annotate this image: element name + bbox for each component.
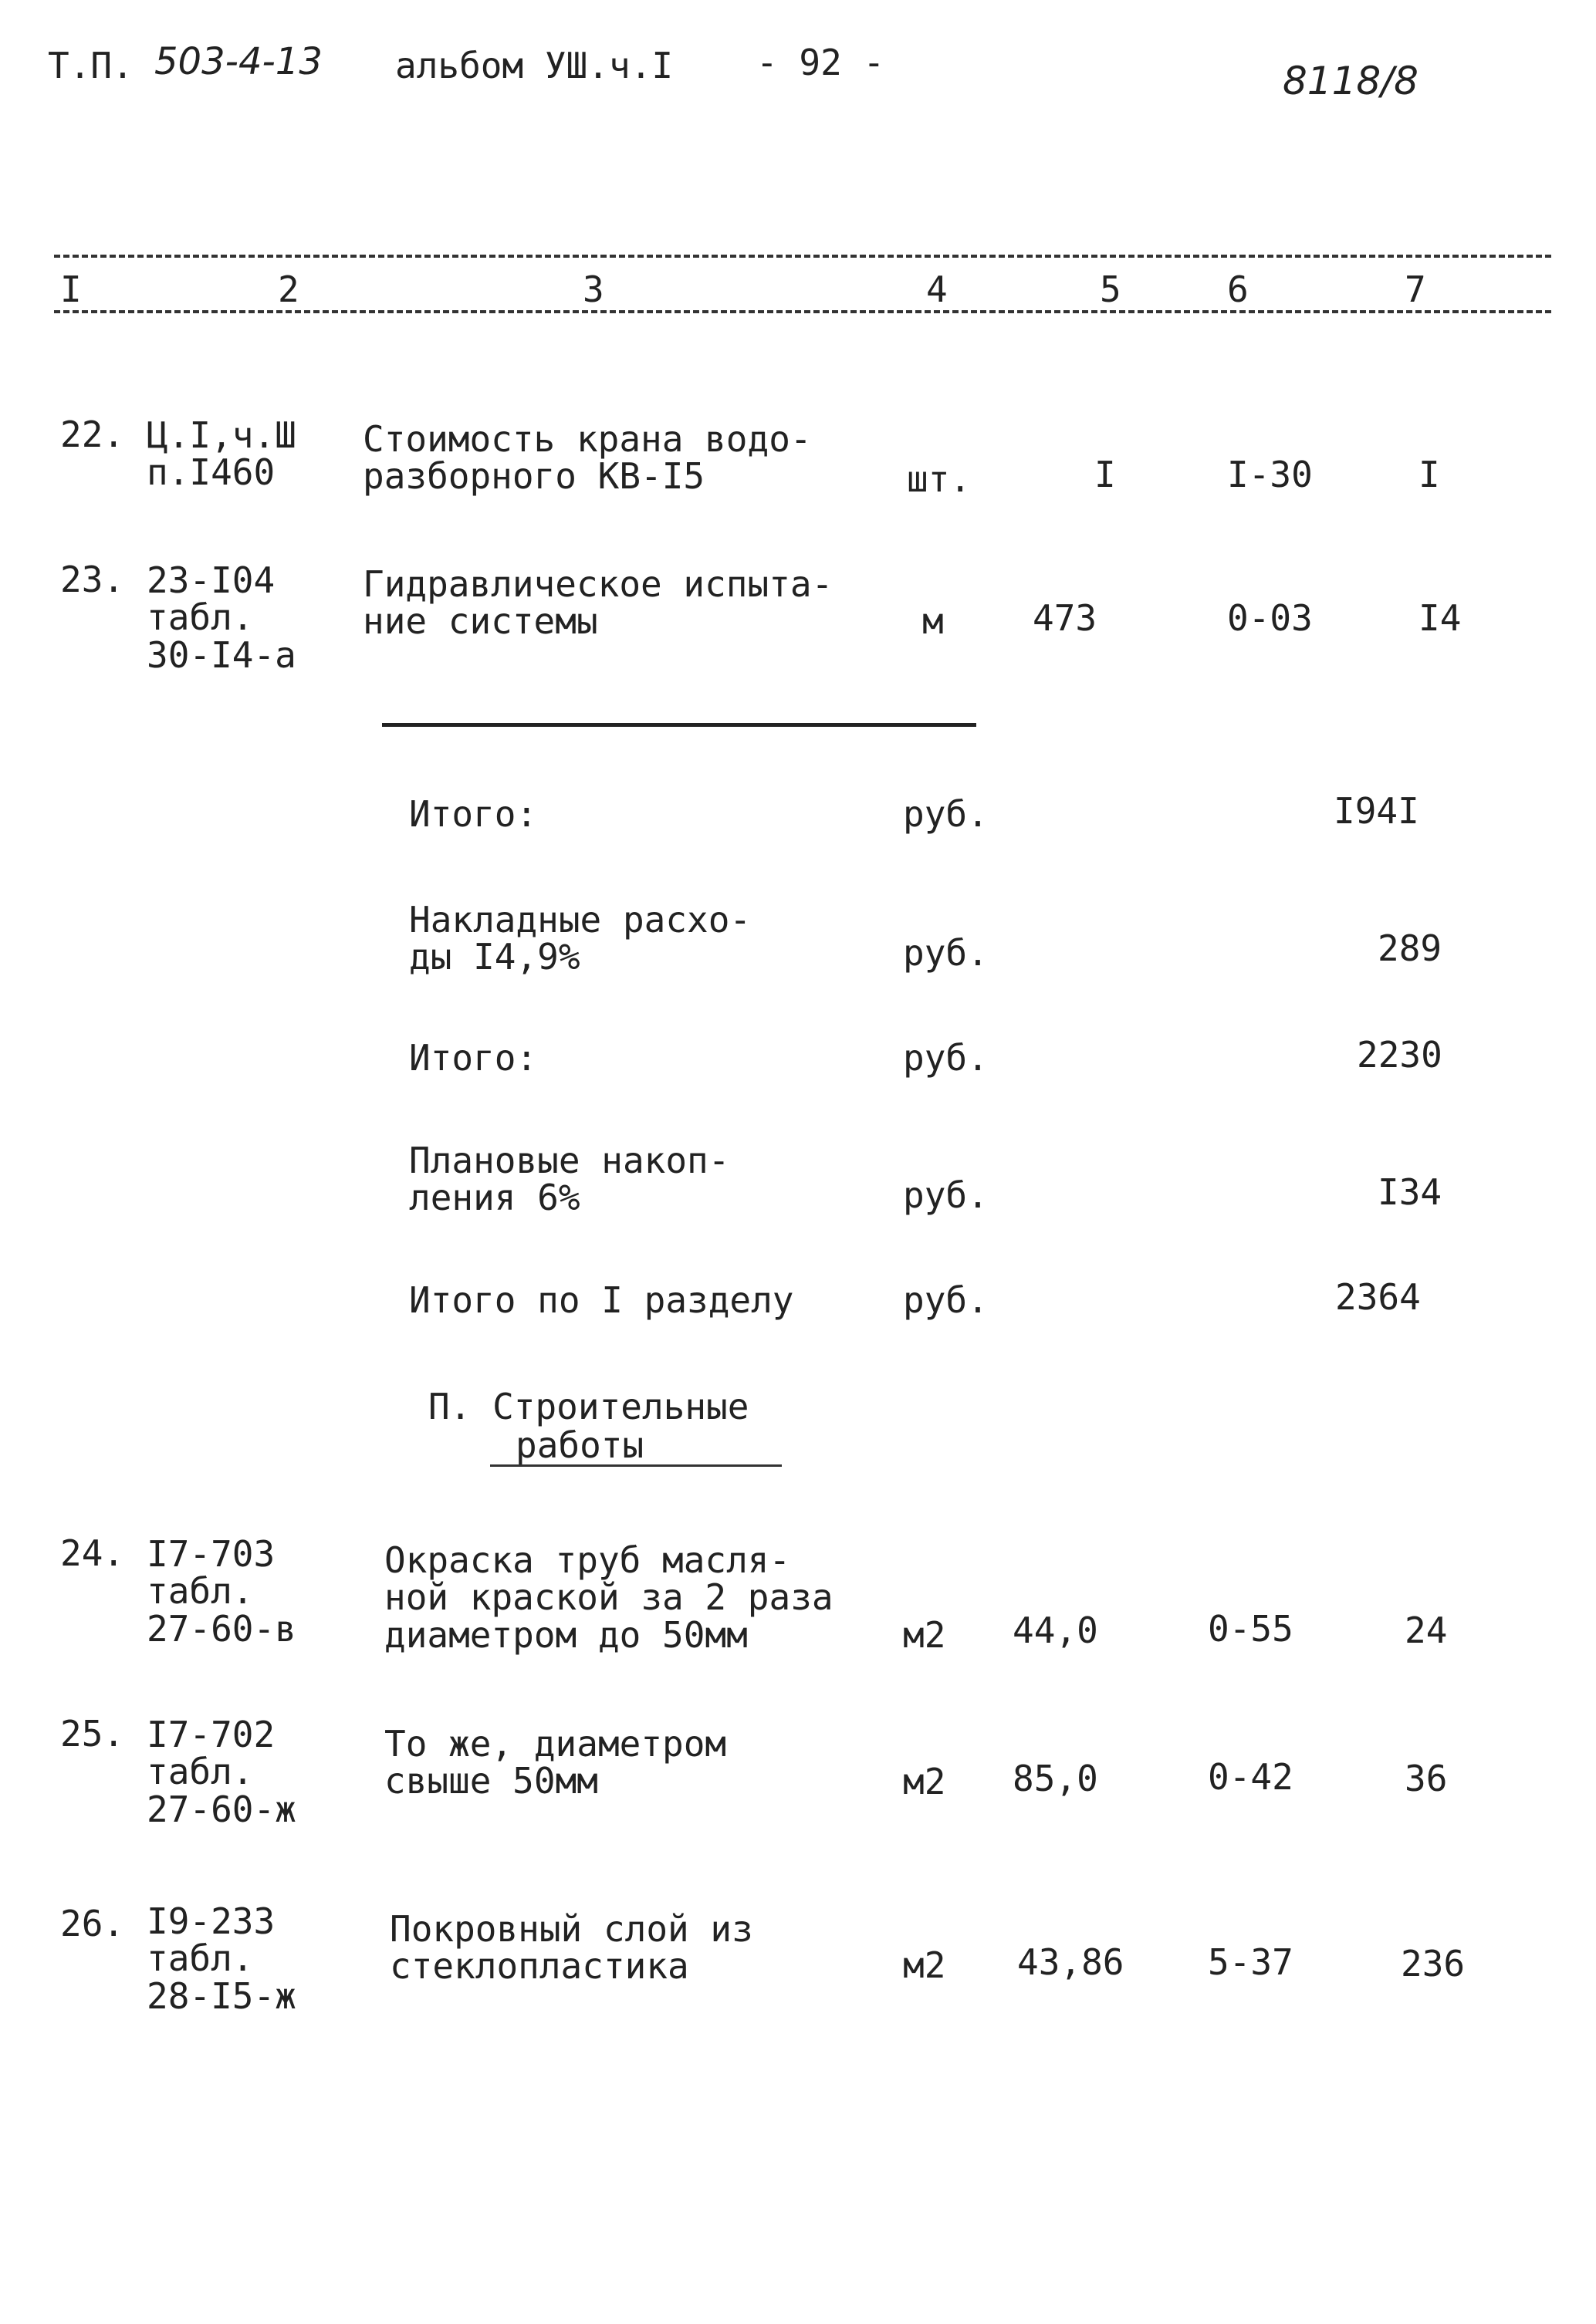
row-23-price: 0-03: [1227, 597, 1313, 639]
row-22-total: I: [1418, 454, 1440, 495]
row-23-desc: Гидравлическое испыта- ние системы: [363, 563, 834, 643]
row-24-ref: I7-703 табл. 27-60-в: [147, 1533, 296, 1650]
section-title-line2: работы: [516, 1424, 644, 1466]
row-22-num: 22.: [60, 414, 125, 455]
row-25-ref: I7-702 табл. 27-60-ж: [147, 1714, 296, 1830]
row-22-price: I-30: [1227, 454, 1313, 495]
row-26-unit: м2: [903, 1944, 946, 1986]
summary-3-unit: руб.: [903, 1037, 989, 1079]
row-25-qty: 85,0: [1013, 1758, 1098, 1799]
row-24-qty: 44,0: [1013, 1610, 1098, 1651]
summary-4-unit: руб.: [903, 1174, 989, 1216]
summary-1-label: Итого:: [409, 793, 538, 835]
summary-5-value: 2364: [1335, 1276, 1421, 1318]
row-24-num: 24.: [60, 1532, 125, 1574]
summary-3-label: Итого:: [409, 1037, 538, 1079]
summary-4-label: Плановые накоп- ления 6%: [409, 1140, 730, 1219]
row-22-unit: шт.: [907, 458, 972, 500]
summary-1-unit: руб.: [903, 793, 989, 835]
header-rule-bottom: [54, 310, 1551, 313]
row-26-qty: 43,86: [1017, 1941, 1124, 1983]
row-22-ref: Ц.I,ч.Ш п.I460: [147, 414, 296, 494]
row-26-total: 236: [1401, 1943, 1466, 1985]
col-header-2: 2: [278, 269, 299, 310]
row-23-num: 23.: [60, 559, 125, 600]
summary-2-unit: руб.: [903, 932, 989, 974]
col-header-5: 5: [1100, 269, 1121, 310]
album-label: альбом УШ.ч.I: [395, 45, 674, 86]
section-title-line1: П. Строительные: [428, 1386, 749, 1427]
summary-2-value: 289: [1378, 927, 1442, 969]
summary-3-value: 2230: [1357, 1034, 1442, 1076]
row-23-ref: 23-I04 табл. 30-I4-а: [147, 559, 296, 676]
row-25-unit: м2: [903, 1761, 946, 1802]
row-26-num: 26.: [60, 1903, 125, 1944]
row-23-total: I4: [1418, 597, 1462, 639]
row-24-total: 24: [1405, 1610, 1448, 1651]
summary-5-label: Итого по I разделу: [409, 1279, 794, 1321]
subtotal-rule: [382, 723, 976, 727]
doc-prefix: Т.П.: [48, 45, 134, 86]
col-header-4: 4: [926, 269, 948, 310]
row-25-price: 0-42: [1208, 1756, 1293, 1798]
row-25-total: 36: [1405, 1758, 1448, 1799]
summary-4-value: I34: [1378, 1171, 1442, 1213]
col-header-7: 7: [1405, 269, 1426, 310]
row-26-price: 5-37: [1208, 1941, 1293, 1983]
summary-2-label: Накладные расхо- ды I4,9%: [409, 899, 752, 978]
summary-5-unit: руб.: [903, 1279, 989, 1321]
row-24-price: 0-55: [1208, 1608, 1293, 1650]
col-header-3: 3: [583, 269, 604, 310]
row-26-desc: Покровный слой из стеклопластика: [390, 1908, 753, 1988]
col-header-6: 6: [1227, 269, 1249, 310]
section-underline: [490, 1464, 782, 1467]
row-25-num: 25.: [60, 1713, 125, 1755]
summary-1-value: I94I: [1334, 790, 1419, 832]
row-24-unit: м2: [903, 1614, 946, 1656]
row-25-desc: То же, диаметром свыше 50мм: [384, 1723, 727, 1802]
doc-code: 8118/8: [1283, 59, 1418, 103]
row-22-desc: Стоимость крана водо- разборного КВ-I5: [363, 418, 812, 498]
header-rule-top: [54, 255, 1551, 258]
row-23-unit: м: [922, 600, 944, 642]
row-26-ref: I9-233 табл. 28-I5-ж: [147, 1900, 296, 2017]
page-number: - 92 -: [756, 42, 885, 83]
col-header-1: I: [60, 269, 82, 310]
doc-number: 503-4-13: [154, 40, 323, 83]
row-22-qty: I: [1094, 454, 1116, 495]
row-24-desc: Окраска труб масля- ной краской за 2 раза диаметром до 50мм: [384, 1539, 834, 1656]
row-23-qty: 473: [1033, 597, 1097, 639]
